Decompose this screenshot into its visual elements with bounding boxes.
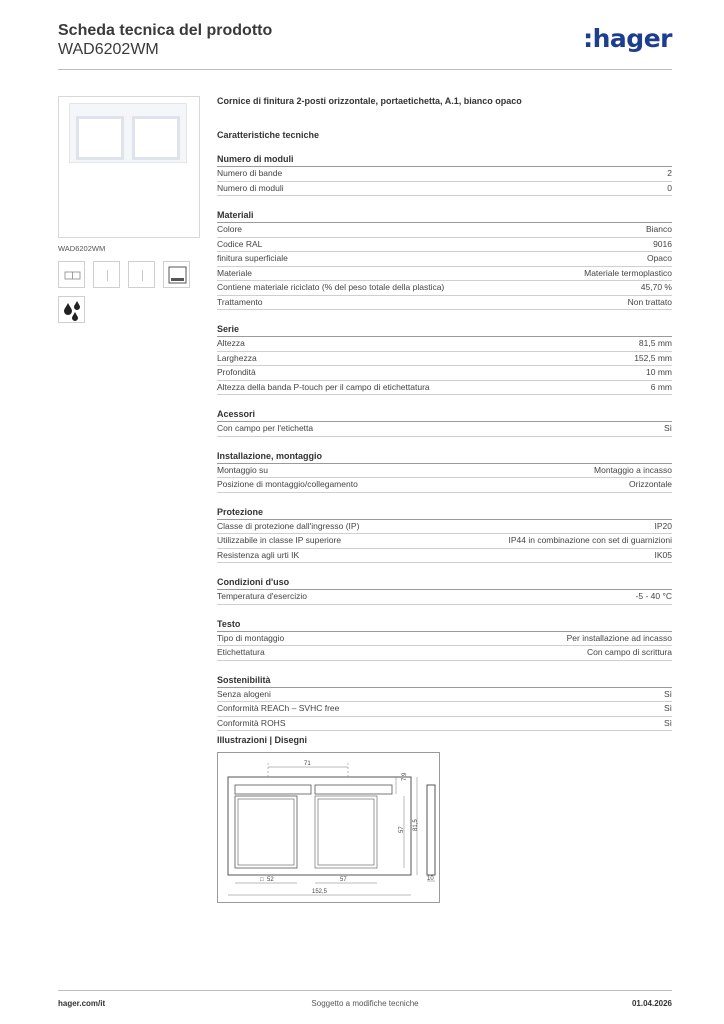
spec-row [217, 267, 672, 282]
spec-section [217, 507, 672, 564]
section-title: Materiali [217, 210, 672, 223]
characteristics-title: Caratteristiche tecniche [217, 130, 320, 140]
thumbnail-side-view[interactable] [93, 261, 120, 288]
dim-10: 10 [427, 876, 434, 882]
water-drops-icon [59, 297, 86, 324]
spec-label: Trattamento [217, 296, 263, 307]
spec-row [217, 702, 672, 717]
spec-row [217, 478, 672, 493]
spec-value: -5 - 40 °C [635, 591, 672, 601]
spec-section [217, 675, 672, 732]
spec-value: 0 [667, 182, 672, 193]
spec-row [217, 182, 672, 197]
spec-value: 152,5 mm [634, 352, 672, 363]
spec-row [217, 352, 672, 367]
illustrations-title: Illustrazioni | Disegni [217, 735, 308, 745]
dim-7-9: 7,9 [402, 772, 408, 781]
thumbnail-strip [58, 261, 200, 288]
product-media [58, 96, 200, 323]
spec-row [217, 252, 672, 267]
spec-content [217, 96, 672, 731]
section-title: Protezione [217, 507, 672, 520]
dim-71: 71 [304, 761, 311, 767]
spec-value: 6 mm [650, 381, 672, 392]
section-title: Condizioni d'uso [217, 577, 672, 590]
spec-label: Contiene materiale riciclato (% del peso totale della plastica) [217, 282, 445, 292]
spec-value: 9016 [653, 238, 672, 249]
dim-57-vertical: 57 [399, 826, 405, 833]
spec-label: Colore [217, 224, 243, 234]
spec-value: Bianco [646, 224, 672, 234]
spec-label: Codice RAL [217, 238, 263, 249]
spec-value: 45,70 % [640, 282, 672, 292]
spec-label: finitura superficiale [217, 253, 288, 263]
spec-value: Per installazione ad incasso [566, 632, 672, 643]
dim-81-5: 81,5 [413, 819, 419, 831]
spec-label: Con campo per l'etichetta [217, 423, 314, 433]
spec-label: Senza alogeni [217, 688, 271, 699]
section-title: Sostenibilità [217, 675, 672, 688]
spec-section [217, 210, 672, 310]
spec-label: Conformità REACh – SVHC free [217, 703, 340, 713]
frame-window-left [76, 116, 124, 160]
spec-row [217, 281, 672, 296]
water-drops-badge [58, 296, 85, 323]
section-title: Testo [217, 619, 672, 632]
spec-label: Resistenza agli urti IK [217, 549, 300, 560]
spec-value: 81,5 mm [638, 338, 672, 348]
spec-row [217, 238, 672, 253]
spec-value: 10 mm [646, 367, 672, 377]
spec-label: Conformità ROHS [217, 717, 286, 728]
spec-section [217, 324, 672, 395]
thumbnail-frame-front[interactable] [58, 261, 85, 288]
spec-row [217, 688, 672, 703]
dim-152-5: 152,5 [312, 889, 328, 895]
hager-logo: :hager [583, 24, 672, 53]
spec-label: Altezza [217, 338, 245, 348]
spec-value: Sì [663, 703, 672, 713]
section-title: Serie [217, 324, 672, 337]
spec-label: Numero di bande [217, 168, 283, 178]
page-footer [58, 990, 672, 1014]
spec-label: Classe di protezione dall'ingresso (IP) [217, 520, 360, 531]
spec-value: Sì [663, 717, 672, 728]
spec-label: Montaggio su [217, 464, 269, 475]
frame-outline [69, 103, 187, 163]
spec-row [217, 422, 672, 437]
side-view-icon [129, 262, 156, 289]
spec-section [217, 154, 672, 196]
spec-label: Temperatura d'esercizio [217, 591, 307, 601]
spec-section [217, 409, 672, 437]
spec-row [217, 223, 672, 238]
product-image [58, 96, 200, 238]
spec-value: Opaco [646, 253, 672, 263]
spec-label: Utilizzabile in classe IP superiore [217, 535, 342, 545]
spec-label: Numero di moduli [217, 182, 284, 193]
frame-front-icon [59, 262, 86, 289]
spec-row [217, 549, 672, 564]
spec-label: Larghezza [217, 352, 257, 363]
spec-value: IP20 [654, 520, 672, 531]
section-title: Numero di moduli [217, 154, 672, 167]
spec-label: Profondità [217, 367, 256, 377]
thumbnail-side-view-2[interactable] [128, 261, 155, 288]
spec-value: Con campo di scrittura [586, 647, 672, 657]
spec-row [217, 646, 672, 661]
spec-row [217, 632, 672, 647]
product-code: WAD6202WM [58, 41, 159, 58]
spec-row [217, 296, 672, 311]
spec-row [217, 717, 672, 732]
spec-label: Etichettatura [217, 647, 265, 657]
spec-row [217, 167, 672, 182]
spec-value: 2 [667, 168, 672, 178]
spec-section [217, 577, 672, 605]
spec-value: Non trattato [627, 296, 672, 307]
spec-row [217, 381, 672, 396]
spec-value: IP44 in combinazione con set di guarnizioni [508, 535, 672, 545]
dim-52: 52 [267, 877, 274, 883]
page-header [58, 20, 672, 70]
footer-date: 01.04.2026 [631, 999, 672, 1008]
dim-square-symbol: □ [260, 877, 264, 883]
spec-value: Montaggio a incasso [594, 464, 672, 475]
spec-label: Posizione di montaggio/collegamento [217, 479, 358, 489]
side-view-icon [94, 262, 121, 289]
spec-section [217, 451, 672, 493]
section-title: Acessori [217, 409, 672, 422]
spec-value: Orizzontale [629, 479, 672, 489]
frame-window-right [132, 116, 180, 160]
spec-value: Materiale termoplastico [584, 267, 672, 278]
thumbnail-drawing[interactable] [163, 261, 190, 288]
page-title: Scheda tecnica del prodotto [58, 22, 273, 39]
spec-value: IK05 [654, 549, 672, 560]
spec-value: Sì [663, 423, 672, 433]
spec-row [217, 520, 672, 535]
spec-row [217, 337, 672, 352]
spec-row [217, 366, 672, 381]
spec-label: Tipo di montaggio [217, 632, 285, 643]
spec-sections [217, 154, 672, 731]
spec-section [217, 619, 672, 661]
dim-57-horizontal: 57 [340, 877, 347, 883]
spec-value: Sì [663, 688, 672, 699]
spec-row [217, 464, 672, 479]
spec-row [217, 534, 672, 549]
footer-disclaimer: Soggetto a modifiche tecniche [311, 999, 419, 1008]
section-title: Installazione, montaggio [217, 451, 672, 464]
spec-label: Materiale [217, 267, 252, 278]
technical-drawing-icon [164, 262, 191, 289]
product-description: Cornice di finitura 2-posti orizzontale, portaetichetta, A.1, bianco opaco [217, 96, 522, 106]
dimension-drawing [217, 752, 440, 903]
image-caption: WAD6202WM [58, 244, 106, 253]
footer-website-link[interactable]: hager.com/it [58, 999, 106, 1008]
dimension-drawing-svg [218, 753, 441, 904]
spec-row [217, 590, 672, 605]
spec-label: Altezza della banda P-touch per il campo di etichettatura [217, 381, 430, 392]
